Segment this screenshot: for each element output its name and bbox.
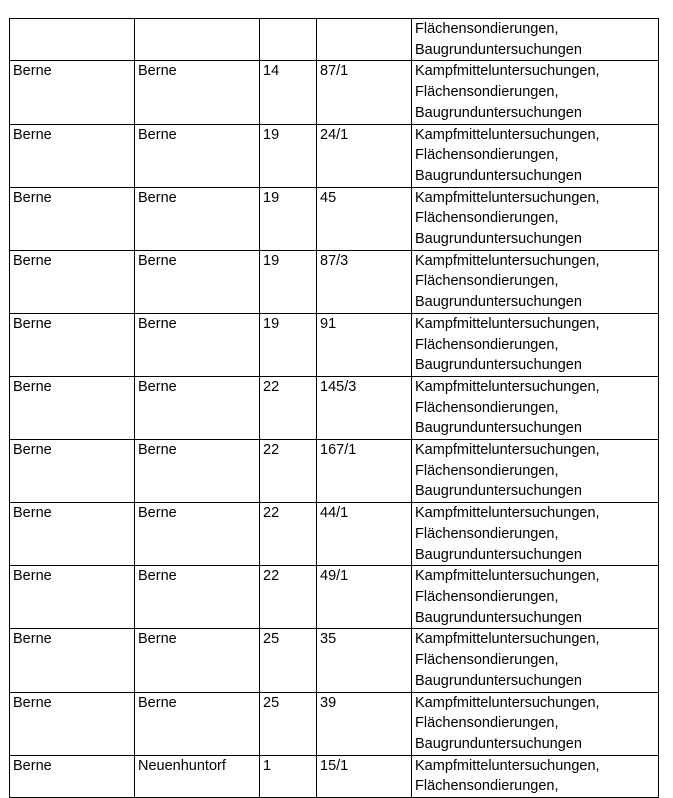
flur-cell xyxy=(260,19,317,61)
massnahmen-line: Kampfmitteluntersuchungen, xyxy=(415,694,600,711)
massnahmen-line: Kampfmitteluntersuchungen, xyxy=(415,126,600,143)
massnahmen-cell xyxy=(412,755,659,797)
document-page xyxy=(9,18,659,798)
massnahmen-line: Baugrunduntersuchungen xyxy=(415,735,582,752)
massnahmen-cell xyxy=(412,61,659,124)
massnahmen-line: Baugrunduntersuchungen xyxy=(415,357,582,374)
flur-cell: 22 xyxy=(260,566,317,629)
flurstueck-cell: 44/1 xyxy=(317,503,412,566)
massnahmen-cell xyxy=(412,566,659,629)
massnahmen-line: Flächensondierungen, xyxy=(415,399,559,416)
massnahmen-cell xyxy=(412,440,659,503)
ort-cell: Berne xyxy=(135,692,260,755)
massnahmen-line: Baugrunduntersuchungen xyxy=(415,167,582,184)
massnahmen-line: Kampfmitteluntersuchungen, xyxy=(415,757,600,774)
flurstueck-cell: 145/3 xyxy=(317,376,412,439)
flurstueck-cell: 15/1 xyxy=(317,755,412,797)
massnahmen-line: Kampfmitteluntersuchungen, xyxy=(415,315,600,332)
table-row xyxy=(10,692,659,755)
massnahmen-line: Baugrunduntersuchungen xyxy=(415,483,582,500)
massnahmen-line: Baugrunduntersuchungen xyxy=(415,294,582,311)
flurstueck-cell: 35 xyxy=(317,629,412,692)
massnahmen-line: Kampfmitteluntersuchungen, xyxy=(415,252,600,269)
gemarkung-cell: Berne xyxy=(10,376,135,439)
gemarkung-cell: Berne xyxy=(10,124,135,187)
massnahmen-line: Flächensondierungen, xyxy=(415,715,559,732)
flur-cell: 25 xyxy=(260,692,317,755)
massnahmen-cell xyxy=(412,313,659,376)
flurstueck-cell: 87/3 xyxy=(317,250,412,313)
table-row xyxy=(10,124,659,187)
parcel-table-body xyxy=(10,19,659,798)
massnahmen-line: Baugrunduntersuchungen xyxy=(415,546,582,563)
gemarkung-cell: Berne xyxy=(10,503,135,566)
table-row xyxy=(10,376,659,439)
flur-cell: 19 xyxy=(260,187,317,250)
massnahmen-line: Kampfmitteluntersuchungen, xyxy=(415,442,600,459)
ort-cell: Berne xyxy=(135,440,260,503)
flurstueck-cell: 39 xyxy=(317,692,412,755)
flur-cell: 25 xyxy=(260,629,317,692)
gemarkung-cell: Berne xyxy=(10,61,135,124)
gemarkung-cell: Berne xyxy=(10,313,135,376)
massnahmen-line: Flächensondierungen, xyxy=(415,778,559,795)
massnahmen-line: Baugrunduntersuchungen xyxy=(415,609,582,626)
flurstueck-cell: 91 xyxy=(317,313,412,376)
massnahmen-line: Baugrunduntersuchungen xyxy=(415,41,582,58)
massnahmen-cell xyxy=(412,503,659,566)
massnahmen-line: Flächensondierungen, xyxy=(415,21,559,37)
flur-cell: 1 xyxy=(260,755,317,797)
ort-cell: Berne xyxy=(135,566,260,629)
massnahmen-line: Flächensondierungen, xyxy=(415,273,559,290)
massnahmen-line: Kampfmitteluntersuchungen, xyxy=(415,63,600,80)
gemarkung-cell: Berne xyxy=(10,250,135,313)
massnahmen-line: Kampfmitteluntersuchungen, xyxy=(415,378,600,395)
table-row xyxy=(10,313,659,376)
ort-cell: Berne xyxy=(135,61,260,124)
ort-cell: Berne xyxy=(135,629,260,692)
massnahmen-line: Flächensondierungen, xyxy=(415,147,559,164)
flur-cell: 19 xyxy=(260,313,317,376)
table-row xyxy=(10,503,659,566)
massnahmen-line: Baugrunduntersuchungen xyxy=(415,672,582,689)
massnahmen-line: Kampfmitteluntersuchungen, xyxy=(415,505,600,522)
gemarkung-cell: Berne xyxy=(10,692,135,755)
flur-cell: 19 xyxy=(260,250,317,313)
gemarkung-cell: Berne xyxy=(10,440,135,503)
ort-cell: Berne xyxy=(135,124,260,187)
massnahmen-line: Baugrunduntersuchungen xyxy=(415,104,582,121)
table-row xyxy=(10,250,659,313)
massnahmen-cell xyxy=(412,250,659,313)
flurstueck-cell: 45 xyxy=(317,187,412,250)
massnahmen-line: Flächensondierungen, xyxy=(415,525,559,542)
massnahmen-line: Flächensondierungen, xyxy=(415,462,559,479)
ort-cell: Berne xyxy=(135,376,260,439)
gemarkung-cell: Berne xyxy=(10,566,135,629)
massnahmen-line: Kampfmitteluntersuchungen, xyxy=(415,189,600,206)
massnahmen-line: Flächensondierungen, xyxy=(415,652,559,669)
ort-cell: Neuenhuntorf xyxy=(135,755,260,797)
massnahmen-cell xyxy=(412,629,659,692)
massnahmen-cell xyxy=(412,692,659,755)
parcel-table xyxy=(9,18,659,798)
massnahmen-line: Kampfmitteluntersuchungen, xyxy=(415,568,600,585)
table-row xyxy=(10,19,659,61)
ort-cell xyxy=(135,19,260,61)
massnahmen-cell xyxy=(412,376,659,439)
massnahmen-line: Baugrunduntersuchungen xyxy=(415,231,582,248)
table-row xyxy=(10,755,659,797)
massnahmen-line: Flächensondierungen, xyxy=(415,84,559,101)
flurstueck-cell: 24/1 xyxy=(317,124,412,187)
flurstueck-cell: 87/1 xyxy=(317,61,412,124)
table-row xyxy=(10,629,659,692)
flur-cell: 19 xyxy=(260,124,317,187)
massnahmen-line: Baugrunduntersuchungen xyxy=(415,420,582,437)
ort-cell: Berne xyxy=(135,187,260,250)
flur-cell: 22 xyxy=(260,440,317,503)
table-row xyxy=(10,440,659,503)
flur-cell: 14 xyxy=(260,61,317,124)
gemarkung-cell xyxy=(10,19,135,61)
table-row xyxy=(10,566,659,629)
massnahmen-cell xyxy=(412,187,659,250)
massnahmen-line: Flächensondierungen, xyxy=(415,336,559,353)
table-row xyxy=(10,61,659,124)
flur-cell: 22 xyxy=(260,376,317,439)
massnahmen-line: Flächensondierungen, xyxy=(415,210,559,227)
massnahmen-line: Flächensondierungen, xyxy=(415,588,559,605)
gemarkung-cell: Berne xyxy=(10,629,135,692)
gemarkung-cell: Berne xyxy=(10,755,135,797)
flurstueck-cell xyxy=(317,19,412,61)
massnahmen-cell xyxy=(412,19,659,61)
flur-cell: 22 xyxy=(260,503,317,566)
ort-cell: Berne xyxy=(135,503,260,566)
table-row xyxy=(10,187,659,250)
ort-cell: Berne xyxy=(135,250,260,313)
massnahmen-line: Kampfmitteluntersuchungen, xyxy=(415,631,600,648)
ort-cell: Berne xyxy=(135,313,260,376)
massnahmen-cell xyxy=(412,124,659,187)
flurstueck-cell: 49/1 xyxy=(317,566,412,629)
gemarkung-cell: Berne xyxy=(10,187,135,250)
flurstueck-cell: 167/1 xyxy=(317,440,412,503)
